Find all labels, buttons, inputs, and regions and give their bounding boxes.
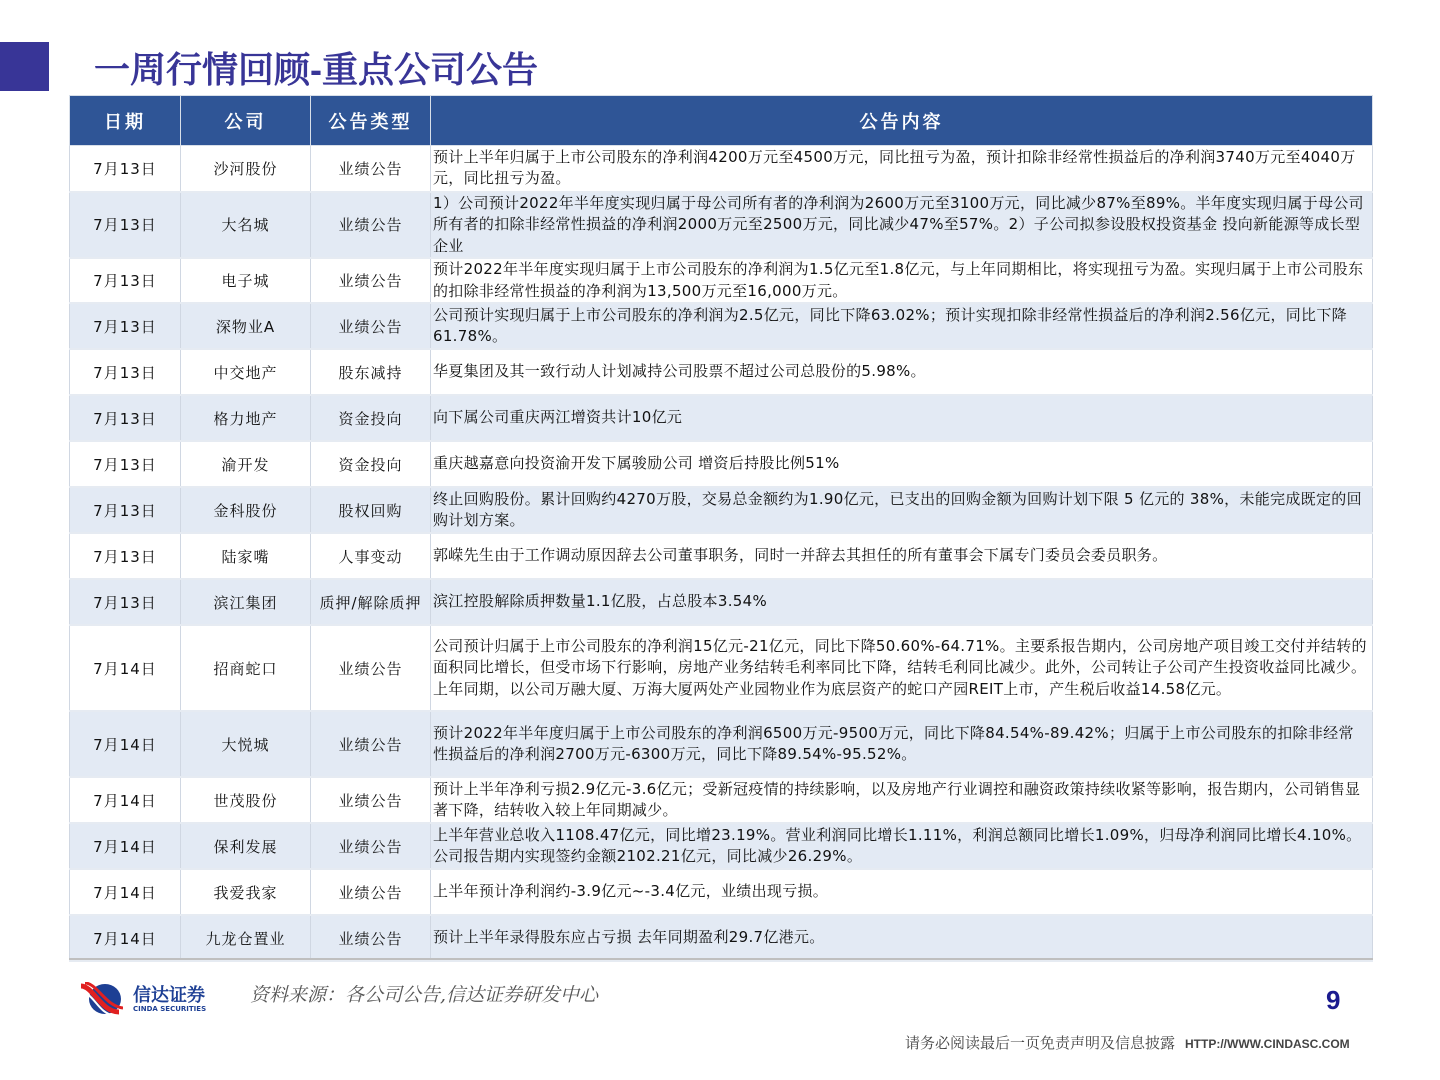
row-type: 业绩公告 <box>311 711 431 777</box>
row-company: 招商蛇口 <box>181 625 311 711</box>
table-row <box>70 441 1373 487</box>
row-date: 7月13日 <box>70 146 181 192</box>
row-company: 大名城 <box>181 192 311 259</box>
row-date: 7月14日 <box>70 625 181 711</box>
row-company: 我爱我家 <box>181 869 311 915</box>
row-content: 预计上半年录得股东应占亏损 去年同期盈利29.7亿港元。 <box>431 915 1373 961</box>
table-row <box>70 487 1373 533</box>
row-type: 资金投向 <box>311 395 431 441</box>
row-content: 重庆越嘉意向投资渝开发下属骏励公司 增资后持股比例51% <box>431 441 1373 487</box>
announcements-table <box>69 95 1373 962</box>
table-row <box>70 823 1373 869</box>
row-type: 业绩公告 <box>311 303 431 349</box>
table-bottom-divider <box>69 958 1373 960</box>
row-content: 公司预计实现归属于上市公司股东的净利润为2.5亿元，同比下降63.02%；预计实现扣除非经常性损益后的净利润2.56亿元，同比下降61.78%。 <box>431 303 1373 349</box>
row-company: 渝开发 <box>181 441 311 487</box>
row-content: 上半年预计净利润约-3.9亿元~-3.4亿元，业绩出现亏损。 <box>431 869 1373 915</box>
row-content: 滨江控股解除质押数量1.1亿股，占总股本3.54% <box>431 579 1373 625</box>
table-row <box>70 146 1373 192</box>
table-header-row <box>70 96 1373 146</box>
row-company: 金科股份 <box>181 487 311 533</box>
table-row <box>70 349 1373 395</box>
row-company: 电子城 <box>181 258 311 303</box>
row-date: 7月13日 <box>70 441 181 487</box>
header-type: 公告类型 <box>311 96 431 146</box>
row-content: 向下属公司重庆两江增资共计10亿元 <box>431 395 1373 441</box>
row-company: 滨江集团 <box>181 579 311 625</box>
row-company: 中交地产 <box>181 349 311 395</box>
row-date: 7月13日 <box>70 303 181 349</box>
row-content: 华夏集团及其一致行动人计划减持公司股票不超过公司总股份的5.98%。 <box>431 349 1373 395</box>
page-number: 9 <box>1326 985 1341 1015</box>
row-date: 7月13日 <box>70 579 181 625</box>
row-content: 预计2022年半年度归属于上市公司股东的净利润6500万元-9500万元，同比下降84.54%-89.42%；归属于上市公司股东的扣除非经常性损益后的净利润2700万元-6300万元，同比下降89.54%-95.52%。 <box>431 711 1373 777</box>
table-row <box>70 579 1373 625</box>
row-date: 7月13日 <box>70 487 181 533</box>
row-content: 预计上半年归属于上市公司股东的净利润4200万元至4500万元，同比扭亏为盈，预计扣除非经常性损益后的净利润3740万元至4040万元，同比扭亏为盈。 <box>431 146 1373 192</box>
logo-cn-text: 信达证券 <box>133 984 205 1006</box>
cinda-logo-icon <box>79 982 123 1016</box>
row-type: 质押/解除质押 <box>311 579 431 625</box>
row-type: 业绩公告 <box>311 146 431 192</box>
table-row <box>70 869 1373 915</box>
row-date: 7月13日 <box>70 395 181 441</box>
row-type: 业绩公告 <box>311 258 431 303</box>
disclaimer-text: 请务必阅读最后一页免责声明及信息披露 <box>905 1034 1176 1052</box>
row-date: 7月13日 <box>70 192 181 259</box>
row-date: 7月14日 <box>70 777 181 823</box>
table-row <box>70 192 1373 259</box>
row-company: 深物业A <box>181 303 311 349</box>
website-link[interactable]: HTTP://WWW.CINDASC.COM <box>1185 1037 1350 1051</box>
row-type: 资金投向 <box>311 441 431 487</box>
table-row <box>70 625 1373 711</box>
row-date: 7月13日 <box>70 349 181 395</box>
table-row <box>70 711 1373 777</box>
header-date: 日期 <box>70 96 181 146</box>
row-company: 沙河股份 <box>181 146 311 192</box>
row-content: 预计上半年净利亏损2.9亿元-3.6亿元；受新冠疫情的持续影响，以及房地产行业调控和融资政策持续收紧等影响，报告期内，公司销售显著下降，结转收入较上年同期减少。 <box>431 777 1373 823</box>
row-date: 7月13日 <box>70 258 181 303</box>
cinda-logo <box>79 982 206 1016</box>
row-company: 大悦城 <box>181 711 311 777</box>
row-date: 7月14日 <box>70 869 181 915</box>
row-company: 九龙仓置业 <box>181 915 311 961</box>
header-company: 公司 <box>181 96 311 146</box>
row-content: 上半年营业总收入1108.47亿元，同比增23.19%。营业利润同比增长1.11%，利润总额同比增长1.09%，归母净利润同比增长4.10%。公司报告期内实现签约金额2102.21亿元，同比减少26.29%。 <box>431 823 1373 869</box>
table-row <box>70 777 1373 823</box>
row-type: 业绩公告 <box>311 192 431 259</box>
logo-en-text: CINDA SECURITIES <box>133 1004 207 1013</box>
table-row <box>70 258 1373 303</box>
row-type: 业绩公告 <box>311 823 431 869</box>
source-note: 资料来源：各公司公告,信达证券研发中心 <box>250 984 599 1006</box>
page-title: 一周行情回顾-重点公司公告 <box>94 49 538 90</box>
row-date: 7月14日 <box>70 915 181 961</box>
row-content: 预计2022年半年度实现归属于上市公司股东的净利润为1.5亿元至1.8亿元，与上年同期相比，将实现扭亏为盈。实现归属于上市公司股东的扣除非经常性损益的净利润为13,500万元至16,000万元。 <box>431 258 1373 303</box>
table-row <box>70 533 1373 579</box>
table-row <box>70 395 1373 441</box>
row-date: 7月14日 <box>70 711 181 777</box>
disclaimer <box>905 1032 1350 1053</box>
row-type: 业绩公告 <box>311 777 431 823</box>
row-company: 格力地产 <box>181 395 311 441</box>
row-type: 业绩公告 <box>311 625 431 711</box>
row-content: 郭嵘先生由于工作调动原因辞去公司董事职务，同时一并辞去其担任的所有董事会下属专门委员会委员职务。 <box>431 533 1373 579</box>
row-type: 业绩公告 <box>311 915 431 961</box>
header-content: 公告内容 <box>431 96 1373 146</box>
row-content: 1）公司预计2022年半年度实现归属于母公司所有者的净利润为2600万元至3100万元，同比减少87%至89%。半年度实现归属于母公司所有者的扣除非经常性损益的净利润2000万元至2500万元，同比减少47%至57%。2）子公司拟参设股权投资基金 投向新能源等成长型企业 <box>431 192 1373 259</box>
row-content: 终止回购股份。累计回购约4270万股，交易总金额约为1.90亿元，已支出的回购金额为回购计划下限 5 亿元的 38%，未能完成既定的回购计划方案。 <box>431 487 1373 533</box>
row-date: 7月13日 <box>70 533 181 579</box>
row-type: 股东减持 <box>311 349 431 395</box>
row-content: 公司预计归属于上市公司股东的净利润15亿元-21亿元，同比下降50.60%-64.71%。主要系报告期内，公司房地产项目竣工交付并结转的面积同比增长，但受市场下行影响，房地产业务结转毛利率同比下降，结转毛利同比减少。此外，公司转让子公司产生投资收益同比减少。上年同期，以公司万融大厦、万海大厦两处产业园物业作为底层资产的蛇口产园REIT上市，产生税后收益14.58亿元。 <box>431 625 1373 711</box>
title-accent-bar <box>0 42 49 91</box>
row-type: 业绩公告 <box>311 869 431 915</box>
row-date: 7月14日 <box>70 823 181 869</box>
table-row <box>70 303 1373 349</box>
row-type: 人事变动 <box>311 533 431 579</box>
row-type: 股权回购 <box>311 487 431 533</box>
row-company: 陆家嘴 <box>181 533 311 579</box>
table-row <box>70 915 1373 961</box>
row-company: 保利发展 <box>181 823 311 869</box>
row-company: 世茂股份 <box>181 777 311 823</box>
